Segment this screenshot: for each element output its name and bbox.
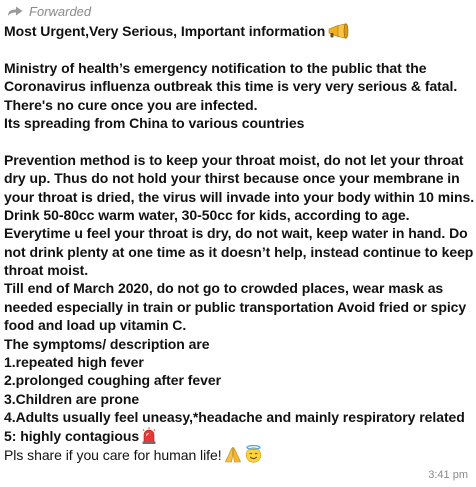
p2-line: The symptoms/ description are xyxy=(4,335,210,352)
folded-hands-emoji xyxy=(224,446,242,463)
p2-line: Prevention method is to keep your throat moist, do not let your throat xyxy=(4,151,464,168)
p1-line: There's no cure once you are infected. xyxy=(4,96,258,113)
smiling-face-halo-emoji xyxy=(244,445,263,463)
closing-line: Pls share if you care for human life! xyxy=(4,445,474,463)
paragraph-gap xyxy=(4,132,474,150)
siren-emoji xyxy=(141,427,157,444)
p2-line: throat moist. xyxy=(4,262,89,279)
paragraph-gap xyxy=(4,40,474,58)
message-text xyxy=(4,22,474,463)
p2-line: dry up. Thus do not hold your thirst because once your membrane in xyxy=(4,170,460,187)
p1-line: Coronavirus influenza outbreak this time is very very serious & fatal. xyxy=(4,78,458,95)
symptom-item: 1.repeated high fever xyxy=(4,354,144,371)
p2-line: Till end of March 2020, do not go to crowded places, wear mask as xyxy=(4,280,444,297)
forward-arrow-icon xyxy=(6,5,24,17)
symptom-item: 3.Children are prone xyxy=(4,390,140,407)
message-timestamp: 3:41 pm xyxy=(428,469,468,481)
p2-line: Everytime u feel your throat is dry, do not wait, keep water in hand. Do xyxy=(4,225,468,242)
symptom-item: 4.Adults usually feel uneasy,*headache and mainly respiratory related xyxy=(4,409,465,426)
message-headline: Most Urgent,Very Serious, Important information xyxy=(4,22,474,40)
p2-line: Drink 50-80cc warm water, 30-50cc for kids, according to age. xyxy=(4,206,410,223)
p1-line: Its spreading from China to various countries xyxy=(4,114,305,131)
symptom-item: 2.prolonged coughing after fever xyxy=(4,372,221,389)
p2-line: your throat is dried, the virus will invade into your body within 10 mins. xyxy=(4,188,475,205)
forwarded-label: Forwarded xyxy=(29,3,92,19)
p1-line: Ministry of health’s emergency notification to the public that the xyxy=(4,59,427,76)
p2-line: not drink plenty at one time as it doesn’t help, instead continue to keep xyxy=(4,243,474,260)
p2-line: needed especially in train or public transportation Avoid fried or spicy xyxy=(4,298,467,315)
forwarded-indicator xyxy=(6,3,91,19)
p2-line: food and load up vitamin C. xyxy=(4,317,187,334)
megaphone-emoji xyxy=(327,23,349,39)
symptom-item: 5: highly contagious xyxy=(4,427,474,445)
